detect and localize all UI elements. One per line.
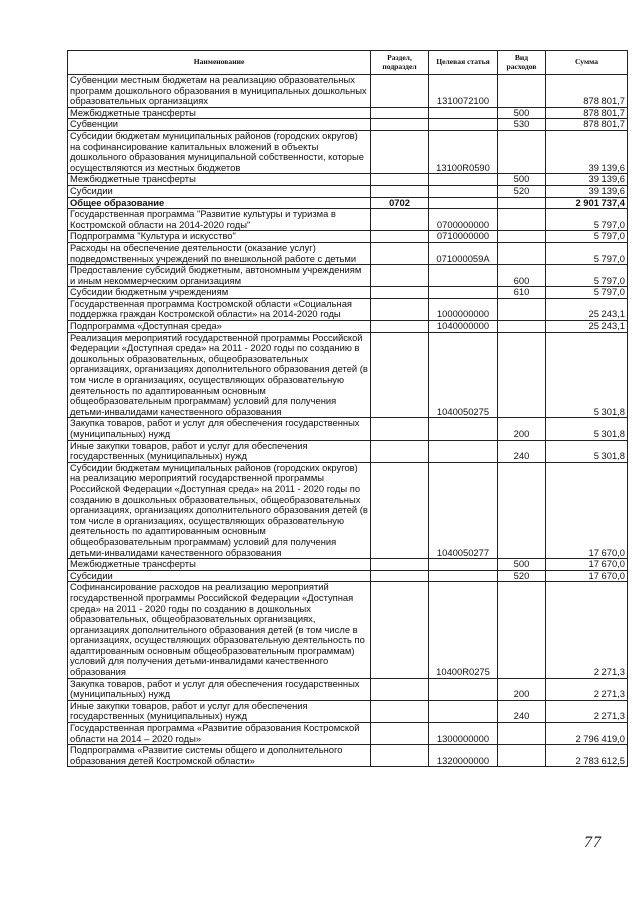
row-sum: 878 801,7 [546,119,628,131]
row-article [429,107,498,119]
row-name: Подпрограмма «Доступная среда» [68,321,371,333]
row-vid [498,462,546,558]
row-name: Закупка товаров, работ и услуг для обеспечения государственных (муниципальных) нужд [68,418,371,440]
row-sum: 5 301,8 [546,418,628,440]
row-vid [498,197,546,209]
row-name: Иные закупки товаров, работ и услуг для обеспечения государственных (муниципальных) нужд [68,700,371,722]
row-vid: 500 [498,559,546,571]
row-sum: 17 670,0 [546,462,628,558]
row-vid [498,332,546,418]
row-vid [498,242,546,264]
row-vid: 600 [498,265,546,287]
table-row [68,559,628,571]
row-sum: 5 301,8 [546,440,628,462]
row-article: 1310072100 [429,75,498,108]
row-section [371,440,429,462]
row-name: Подпрограмма "Культура и искусство" [68,231,371,243]
row-article: 071000059А [429,242,498,264]
row-name: Субвенции местным бюджетам на реализацию образовательных программ дошкольного образования в муниципальных дошкольных образовательных организациях [68,75,371,108]
row-vid: 200 [498,678,546,700]
row-sum: 39 139,6 [546,174,628,186]
row-vid: 240 [498,440,546,462]
row-article [429,700,498,722]
row-article [429,185,498,197]
row-article: 1040000000 [429,321,498,333]
row-name: Софинансирование расходов на реализацию мероприятий государственной программы Российской Федерации «Доступная среда» на 2011 - 2020 годы по созданию в дошкольных образовательных, общеобразовательных организациях, организациях дополнительного образования детей (в том числе в организациях, осуществляющих образовательную деятельность по адаптированным основным общеобразовательным программам) условий для получения детьми-инвалидами качественного образования [68,582,371,678]
row-section: 0702 [371,197,429,209]
row-sum: 878 801,7 [546,75,628,108]
header-vid: Вид расходов [498,51,546,75]
row-sum: 5 797,0 [546,209,628,231]
row-sum: 2 796 419,0 [546,723,628,745]
row-vid: 240 [498,700,546,722]
row-section [371,559,429,571]
row-article [429,678,498,700]
row-section [371,745,429,767]
table-row [68,185,628,197]
header-section: Раздел, подраздел [371,51,429,75]
row-section [371,265,429,287]
row-name: Закупка товаров, работ и услуг для обеспечения государственных (муниципальных) нужд [68,678,371,700]
row-name: Субсидии бюджетам муниципальных районов (городских округов) на реализацию мероприятий государственной программы Российской Федерации «Доступная среда» на 2011 - 2020 годы по созданию в дошкольных образовательных, общеобразовательных организациях, организациях дополнительного образования детей (в том числе в организациях, осуществляющих образовательную деятельность по адаптированным основным общеобразовательным программам) условий для получения детьми-инвалидами качественного образования [68,462,371,558]
row-article [429,559,498,571]
row-article [429,265,498,287]
row-sum: 5 301,8 [546,332,628,418]
row-section [371,723,429,745]
table-row [68,242,628,264]
row-article: 1300000000 [429,723,498,745]
row-article: 1040050275 [429,332,498,418]
table-row [68,462,628,558]
row-vid [498,298,546,320]
row-vid [498,582,546,678]
row-section [371,185,429,197]
row-name: Государственная программа Костромской области «Социальная поддержка граждан Костромской области» на 2014-2020 годы [68,298,371,320]
row-sum: 2 783 612,5 [546,745,628,767]
row-vid: 500 [498,107,546,119]
row-article [429,287,498,299]
row-vid: 500 [498,174,546,186]
row-sum: 25 243,1 [546,298,628,320]
row-name: Межбюджетные трансферты [68,559,371,571]
row-name: Субсидии [68,570,371,582]
table-row [68,440,628,462]
row-article: 13100R0590 [429,130,498,173]
row-vid [498,75,546,108]
row-article: 1320000000 [429,745,498,767]
row-section [371,75,429,108]
table-row [68,700,628,722]
row-section [371,174,429,186]
table-row [68,130,628,173]
row-name: Субвенции [68,119,371,131]
table-row [68,119,628,131]
row-sum: 39 139,6 [546,185,628,197]
row-name: Субсидии [68,185,371,197]
table-row [68,418,628,440]
row-section [371,700,429,722]
row-name: Межбюджетные трансферты [68,174,371,186]
table-row [68,209,628,231]
row-section [371,107,429,119]
row-name: Предоставление субсидий бюджетным, автономным учреждениям и иным некоммерческим организациям [68,265,371,287]
row-section [371,119,429,131]
row-sum: 39 139,6 [546,130,628,173]
table-row [68,265,628,287]
row-name: Субсидии бюджетам муниципальных районов (городских округов) на софинансирование капитальных вложений в объекты дошкольного образования муниципальной собственности, которые осуществляются из местных бюджетов [68,130,371,173]
row-article: 1040050277 [429,462,498,558]
row-section [371,321,429,333]
row-vid [498,321,546,333]
row-sum: 17 670,0 [546,559,628,571]
row-article: 10400R0275 [429,582,498,678]
row-article [429,440,498,462]
row-section [371,231,429,243]
row-section [371,287,429,299]
row-article [429,418,498,440]
table-row [68,107,628,119]
row-vid: 200 [498,418,546,440]
table-row [68,332,628,418]
row-vid [498,745,546,767]
table-row [68,321,628,333]
row-sum: 5 797,0 [546,287,628,299]
row-sum: 25 243,1 [546,321,628,333]
table-row [68,745,628,767]
row-sum: 17 670,0 [546,570,628,582]
row-article: 0700000000 [429,209,498,231]
row-section [371,209,429,231]
row-name: Субсидии бюджетным учреждениям [68,287,371,299]
header-row [68,51,628,75]
row-section [371,418,429,440]
header-name: Наименование [68,51,371,75]
header-sum: Сумма [546,51,628,75]
header-article: Целевая статья [429,51,498,75]
page-number: 77 [584,834,602,851]
budget-sheet [67,50,627,767]
row-sum: 878 801,7 [546,107,628,119]
row-section [371,570,429,582]
row-sum: 2 271,3 [546,582,628,678]
table-row [68,723,628,745]
row-name: Государственная программа «Развитие образования Костромской области на 2014 – 2020 годы» [68,723,371,745]
row-section [371,582,429,678]
row-name: Иные закупки товаров, работ и услуг для обеспечения государственных (муниципальных) нужд [68,440,371,462]
table-row [68,582,628,678]
table-row [68,231,628,243]
row-sum: 2 901 737,4 [546,197,628,209]
row-section [371,462,429,558]
row-section [371,130,429,173]
row-name: Подпрограмма «Развитие системы общего и дополнительного образования детей Костромской области» [68,745,371,767]
row-article [429,570,498,582]
row-sum: 5 797,0 [546,265,628,287]
row-sum: 2 271,3 [546,700,628,722]
table-row [68,174,628,186]
row-vid [498,231,546,243]
row-vid: 530 [498,119,546,131]
row-name: Расходы на обеспечение деятельности (оказание услуг) подведомственных учреждений по внешкольной работе с детьми [68,242,371,264]
row-sum: 2 271,3 [546,678,628,700]
row-article: 1000000000 [429,298,498,320]
table-row [68,197,628,209]
row-section [371,332,429,418]
table-row [68,75,628,108]
row-name: Общее образование [68,197,371,209]
row-vid [498,130,546,173]
table-row [68,678,628,700]
row-vid [498,723,546,745]
row-article [429,174,498,186]
row-section [371,298,429,320]
row-sum: 5 797,0 [546,231,628,243]
row-name: Межбюджетные трансферты [68,107,371,119]
row-vid: 610 [498,287,546,299]
row-article: 0710000000 [429,231,498,243]
row-section [371,678,429,700]
table-row [68,570,628,582]
row-sum: 5 797,0 [546,242,628,264]
row-name: Реализация мероприятий государственной программы Российской Федерации «Доступная среда» на 2011 - 2020 годы по созданию в дошкольных образовательных, общеобразовательных организациях, организациях дополнительного образования детей (в том числе в организациях, осуществляющих образовательную деятельность по адаптированным основным общеобразовательным программам) условий для получения детьми-инвалидами качественного образования [68,332,371,418]
row-vid [498,209,546,231]
table-row [68,298,628,320]
row-vid: 520 [498,185,546,197]
budget-table [67,50,628,767]
row-vid: 520 [498,570,546,582]
row-article [429,119,498,131]
row-section [371,242,429,264]
row-name: Государственная программа "Развитие культуры и туризма в Костромской области на 2014-2020 годы" [68,209,371,231]
row-article [429,197,498,209]
table-row [68,287,628,299]
